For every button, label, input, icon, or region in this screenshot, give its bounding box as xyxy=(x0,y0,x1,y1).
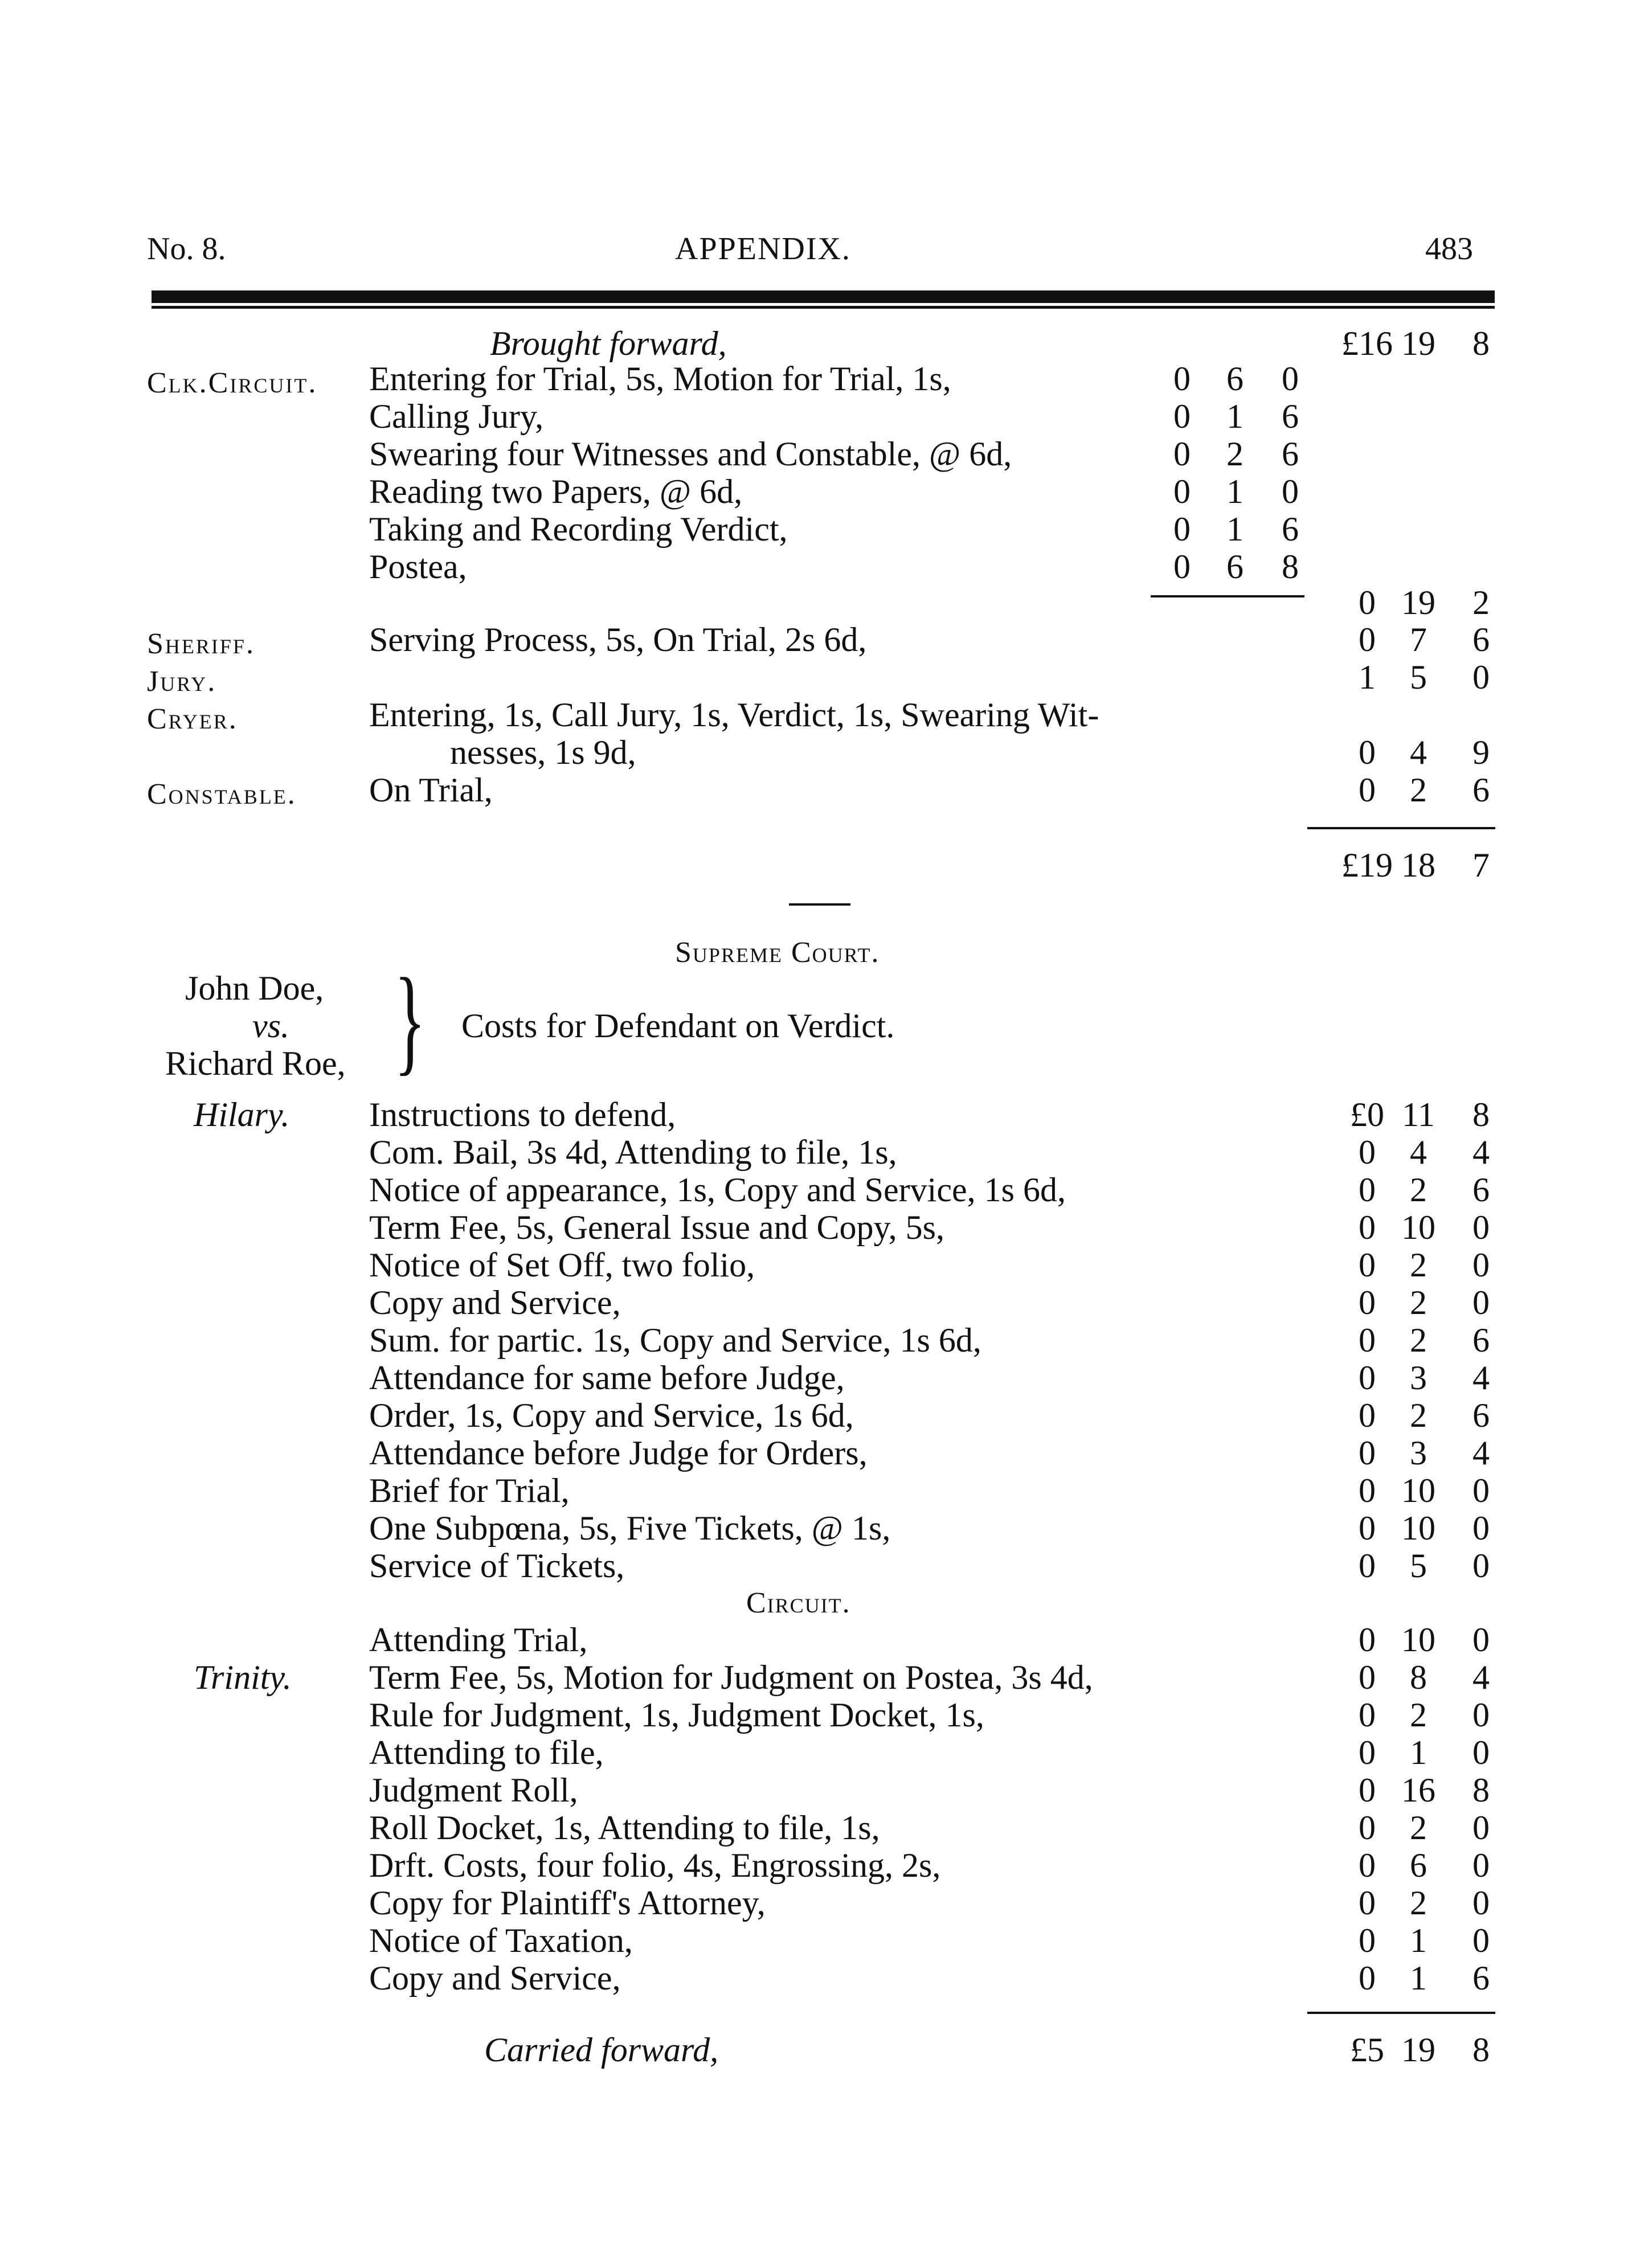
ledger-row xyxy=(0,1696,1632,1734)
value-shillings: 6 xyxy=(1226,360,1244,398)
ledger-row xyxy=(0,1321,1632,1359)
amount-pence: 0 xyxy=(1473,1809,1490,1847)
item-description: Roll Docket, 1s, Attending to file, 1s, xyxy=(369,1809,880,1847)
ledger-row xyxy=(0,1809,1632,1847)
value-pounds: 0 xyxy=(1173,548,1191,586)
ledger-row xyxy=(0,435,1632,473)
amount-pounds: 0 xyxy=(1359,1621,1376,1659)
amount-shillings: 10 xyxy=(1401,1209,1435,1246)
ledger-row xyxy=(0,1434,1632,1472)
amount-pence: 0 xyxy=(1473,1547,1490,1585)
amount-pence: 8 xyxy=(1473,2031,1490,2069)
amount-pounds: 0 xyxy=(1359,621,1376,658)
ledger-row xyxy=(0,398,1632,435)
amount-pounds: 0 xyxy=(1359,1547,1376,1585)
ledger-row xyxy=(0,1847,1632,1884)
value-pence: 6 xyxy=(1282,398,1299,435)
amount-pence: 8 xyxy=(1473,1096,1490,1133)
constable-row xyxy=(0,771,1632,809)
section-number: No. 8. xyxy=(147,231,226,267)
amount-shillings: 6 xyxy=(1410,1847,1427,1884)
amount-pence: 0 xyxy=(1473,1472,1490,1509)
item-description: Brief for Trial, xyxy=(369,1472,570,1509)
value-pence: 6 xyxy=(1282,435,1299,473)
constable-label: Constable. xyxy=(147,778,297,810)
value-pounds: 0 xyxy=(1173,435,1191,473)
sheriff-row xyxy=(0,621,1632,658)
ledger-row xyxy=(0,1246,1632,1284)
amount-shillings: 19 xyxy=(1401,2031,1435,2069)
ledger-row xyxy=(0,1922,1632,1959)
amount-pence: 4 xyxy=(1473,1659,1490,1696)
amount-shillings: 10 xyxy=(1401,1472,1435,1509)
item-description: Rule for Judgment, 1s, Judgment Docket, 1s, xyxy=(369,1696,984,1734)
amount-pounds: 0 xyxy=(1359,1209,1376,1246)
ledger-row xyxy=(0,1209,1632,1246)
amount-pence: 6 xyxy=(1473,1397,1490,1434)
amount-pounds: 0 xyxy=(1359,1246,1376,1284)
carried-forward-label: Carried forward, xyxy=(484,2031,719,2069)
amount-pounds: 0 xyxy=(1359,1509,1376,1547)
item-description: Attendance before Judge for Orders, xyxy=(369,1434,868,1472)
total-rule xyxy=(1307,827,1495,829)
amount-shillings: 2 xyxy=(1410,1171,1427,1209)
amount-pounds: 0 xyxy=(1359,1434,1376,1472)
header-rule-thick xyxy=(152,290,1495,303)
amount-pence: 6 xyxy=(1473,771,1490,809)
item-description: Term Fee, 5s, Motion for Judgment on Postea, 3s 4d, xyxy=(369,1659,1093,1696)
item-description: Order, 1s, Copy and Service, 1s 6d, xyxy=(369,1397,854,1434)
amount-pounds: 0 xyxy=(1359,1734,1376,1771)
amount-pounds: 0 xyxy=(1359,1359,1376,1397)
amount-pounds: 0 xyxy=(1359,1884,1376,1922)
item-description: Notice of Set Off, two folio, xyxy=(369,1246,755,1284)
value-pence: 8 xyxy=(1282,548,1299,586)
amount-pounds: 0 xyxy=(1359,734,1376,771)
ledger-row xyxy=(0,1509,1632,1547)
amount-shillings: 2 xyxy=(1410,1696,1427,1734)
amount-pence: 0 xyxy=(1473,1922,1490,1959)
amount-pounds: 0 xyxy=(1359,1284,1376,1321)
ledger-row xyxy=(0,548,1632,586)
amount-pounds: 0 xyxy=(1359,1171,1376,1209)
amount-pounds: 1 xyxy=(1359,658,1376,696)
item-description: Copy and Service, xyxy=(369,1284,621,1321)
ledger-row xyxy=(0,510,1632,548)
amount-pounds: £0 xyxy=(1350,1096,1384,1133)
case-caption: Costs for Defendant on Verdict. xyxy=(461,1007,895,1045)
ledger-row xyxy=(0,1284,1632,1321)
amount-shillings: 4 xyxy=(1410,734,1427,771)
amount-pence: 6 xyxy=(1473,621,1490,658)
item-description: Copy for Plaintiff's Attorney, xyxy=(369,1884,766,1922)
item-description: One Subpœna, 5s, Five Tickets, @ 1s, xyxy=(369,1509,891,1547)
party-plaintiff: John Doe, xyxy=(185,969,324,1007)
amount-pence: 4 xyxy=(1473,1133,1490,1171)
value-shillings: 1 xyxy=(1226,510,1244,548)
item-description: Service of Tickets, xyxy=(369,1547,625,1585)
ledger-row xyxy=(0,1621,1632,1659)
item-description: Entering, 1s, Call Jury, 1s, Verdict, 1s, Swearing Wit- xyxy=(369,696,1099,734)
amount-pence: 6 xyxy=(1473,1171,1490,1209)
value-pence: 6 xyxy=(1282,510,1299,548)
amount-shillings: 2 xyxy=(1410,771,1427,809)
ledger-row xyxy=(0,1734,1632,1771)
ledger-row xyxy=(0,360,1632,398)
item-description: Drft. Costs, four folio, 4s, Engrossing, 2s, xyxy=(369,1847,941,1884)
item-description-continued: nesses, 1s 9d, xyxy=(450,734,636,771)
amount-pence: 6 xyxy=(1473,1321,1490,1359)
clk-subtotal-row xyxy=(0,584,1632,621)
value-pounds: 0 xyxy=(1173,360,1191,398)
amount-shillings: 5 xyxy=(1410,1547,1427,1585)
amount-shillings: 18 xyxy=(1401,846,1435,884)
amount-shillings: 2 xyxy=(1410,1321,1427,1359)
amount-pounds: £5 xyxy=(1350,2031,1384,2069)
item-description: Com. Bail, 3s 4d, Attending to file, 1s, xyxy=(369,1133,897,1171)
item-description: Swearing four Witnesses and Constable, @ 6d, xyxy=(369,435,1012,473)
party-defendant: Richard Roe, xyxy=(165,1045,346,1082)
item-description: Taking and Recording Verdict, xyxy=(369,510,788,548)
item-description: Notice of Taxation, xyxy=(369,1922,633,1959)
amount-shillings: 1 xyxy=(1410,1734,1427,1771)
ledger-row xyxy=(0,1771,1632,1809)
grand-total-row xyxy=(0,846,1632,884)
page-number: 483 xyxy=(1425,231,1473,267)
value-shillings: 2 xyxy=(1226,435,1244,473)
ledger-row xyxy=(0,1133,1632,1171)
total-rule xyxy=(1307,2012,1495,2014)
item-description: Copy and Service, xyxy=(369,1959,621,1997)
jury-label: Jury. xyxy=(147,665,217,698)
amount-pence: 4 xyxy=(1473,1434,1490,1472)
section-title: Supreme Court. xyxy=(675,936,880,969)
header-rule-thin xyxy=(152,306,1495,309)
amount-pounds: 0 xyxy=(1359,584,1376,621)
amount-pence: 6 xyxy=(1473,1959,1490,1997)
item-description: Calling Jury, xyxy=(369,398,544,435)
amount-pounds: £16 xyxy=(1341,325,1393,362)
amount-shillings: 4 xyxy=(1410,1133,1427,1171)
ledger-row xyxy=(0,1171,1632,1209)
amount-pounds: 0 xyxy=(1359,771,1376,809)
amount-pence: 2 xyxy=(1473,584,1490,621)
amount-shillings: 10 xyxy=(1401,1621,1435,1659)
clk-circuit-label: Clk.Circuit. xyxy=(147,367,318,399)
value-pounds: 0 xyxy=(1173,473,1191,510)
amount-shillings: 2 xyxy=(1410,1284,1427,1321)
amount-shillings: 19 xyxy=(1401,584,1435,621)
item-description: Notice of appearance, 1s, Copy and Service, 1s 6d, xyxy=(369,1171,1066,1209)
amount-pence: 8 xyxy=(1473,1771,1490,1809)
value-shillings: 1 xyxy=(1226,398,1244,435)
amount-pounds: 0 xyxy=(1359,1696,1376,1734)
item-description: Reading two Papers, @ 6d, xyxy=(369,473,743,510)
amount-pence: 0 xyxy=(1473,658,1490,696)
ledger-row xyxy=(0,1959,1632,1997)
amount-pounds: 0 xyxy=(1359,1847,1376,1884)
amount-pence: 0 xyxy=(1473,1884,1490,1922)
ledger-row xyxy=(0,1096,1632,1133)
cryer-row-1 xyxy=(0,696,1632,734)
amount-pounds: 0 xyxy=(1359,1959,1376,1997)
circuit-subheading: Circuit. xyxy=(746,1587,851,1619)
amount-pounds: £19 xyxy=(1341,846,1393,884)
amount-pounds: 0 xyxy=(1359,1472,1376,1509)
carried-forward-row xyxy=(0,2031,1632,2069)
value-pounds: 0 xyxy=(1173,510,1191,548)
amount-pounds: 0 xyxy=(1359,1809,1376,1847)
item-description: Attending to file, xyxy=(369,1734,604,1771)
item-description: Attendance for same before Judge, xyxy=(369,1359,845,1397)
amount-shillings: 10 xyxy=(1401,1509,1435,1547)
ledger-row xyxy=(0,1359,1632,1397)
item-description: Postea, xyxy=(369,548,467,586)
value-shillings: 6 xyxy=(1226,548,1244,586)
amount-pounds: 0 xyxy=(1359,1659,1376,1696)
amount-pence: 4 xyxy=(1473,1359,1490,1397)
item-description: Serving Process, 5s, On Trial, 2s 6d, xyxy=(369,621,867,658)
amount-shillings: 1 xyxy=(1410,1959,1427,1997)
ledger-row xyxy=(0,1659,1632,1696)
amount-pence: 0 xyxy=(1473,1734,1490,1771)
value-pounds: 0 xyxy=(1173,398,1191,435)
ledger-row xyxy=(0,1884,1632,1922)
amount-shillings: 16 xyxy=(1401,1771,1435,1809)
amount-shillings: 1 xyxy=(1410,1922,1427,1959)
value-pence: 0 xyxy=(1282,360,1299,398)
ledger-row xyxy=(0,1397,1632,1434)
amount-pence: 0 xyxy=(1473,1509,1490,1547)
amount-shillings: 2 xyxy=(1410,1809,1427,1847)
amount-pounds: 0 xyxy=(1359,1922,1376,1959)
amount-pounds: 0 xyxy=(1359,1133,1376,1171)
amount-shillings: 2 xyxy=(1410,1246,1427,1284)
jury-row xyxy=(0,658,1632,696)
section-divider xyxy=(789,903,850,906)
item-description: Judgment Roll, xyxy=(369,1771,578,1809)
amount-shillings: 3 xyxy=(1410,1359,1427,1397)
amount-pounds: 0 xyxy=(1359,1771,1376,1809)
brought-forward-label: Brought forward, xyxy=(490,325,727,362)
amount-shillings: 8 xyxy=(1410,1659,1427,1696)
item-description: Sum. for partic. 1s, Copy and Service, 1s 6d, xyxy=(369,1321,981,1359)
term-label-trinity: Trinity. xyxy=(194,1659,292,1696)
amount-pence: 0 xyxy=(1473,1246,1490,1284)
brace-icon: } xyxy=(394,954,426,1086)
value-pence: 0 xyxy=(1282,473,1299,510)
value-shillings: 1 xyxy=(1226,473,1244,510)
amount-pence: 0 xyxy=(1473,1847,1490,1884)
ledger-row xyxy=(0,473,1632,510)
term-label-hilary: Hilary. xyxy=(194,1096,290,1133)
item-description: Attending Trial, xyxy=(369,1621,588,1659)
amount-pounds: 0 xyxy=(1359,1397,1376,1434)
amount-shillings: 7 xyxy=(1410,621,1427,658)
sheriff-label: Sheriff. xyxy=(147,628,255,660)
versus-label: vs. xyxy=(252,1007,289,1045)
amount-pence: 0 xyxy=(1473,1621,1490,1659)
amount-pence: 9 xyxy=(1473,734,1490,771)
item-description: Term Fee, 5s, General Issue and Copy, 5s, xyxy=(369,1209,945,1246)
amount-shillings: 3 xyxy=(1410,1434,1427,1472)
amount-shillings: 2 xyxy=(1410,1884,1427,1922)
cryer-row-2 xyxy=(0,734,1632,771)
amount-pence: 0 xyxy=(1473,1696,1490,1734)
amount-pence: 0 xyxy=(1473,1284,1490,1321)
amount-shillings: 19 xyxy=(1401,325,1435,362)
amount-shillings: 5 xyxy=(1410,658,1427,696)
amount-pence: 7 xyxy=(1473,846,1490,884)
item-description: Instructions to defend, xyxy=(369,1096,676,1133)
amount-pounds: 0 xyxy=(1359,1321,1376,1359)
amount-shillings: 2 xyxy=(1410,1397,1427,1434)
cryer-label: Cryer. xyxy=(147,703,238,735)
ledger-row xyxy=(0,1472,1632,1509)
amount-pence: 8 xyxy=(1473,325,1490,362)
item-description: On Trial, xyxy=(369,771,493,809)
item-description: Entering for Trial, 5s, Motion for Trial, 1s, xyxy=(369,360,951,398)
brought-forward-row xyxy=(0,325,1632,362)
amount-shillings: 11 xyxy=(1402,1096,1435,1133)
amount-pence: 0 xyxy=(1473,1209,1490,1246)
running-title: APPENDIX. xyxy=(675,231,851,267)
ledger-row xyxy=(0,1547,1632,1585)
